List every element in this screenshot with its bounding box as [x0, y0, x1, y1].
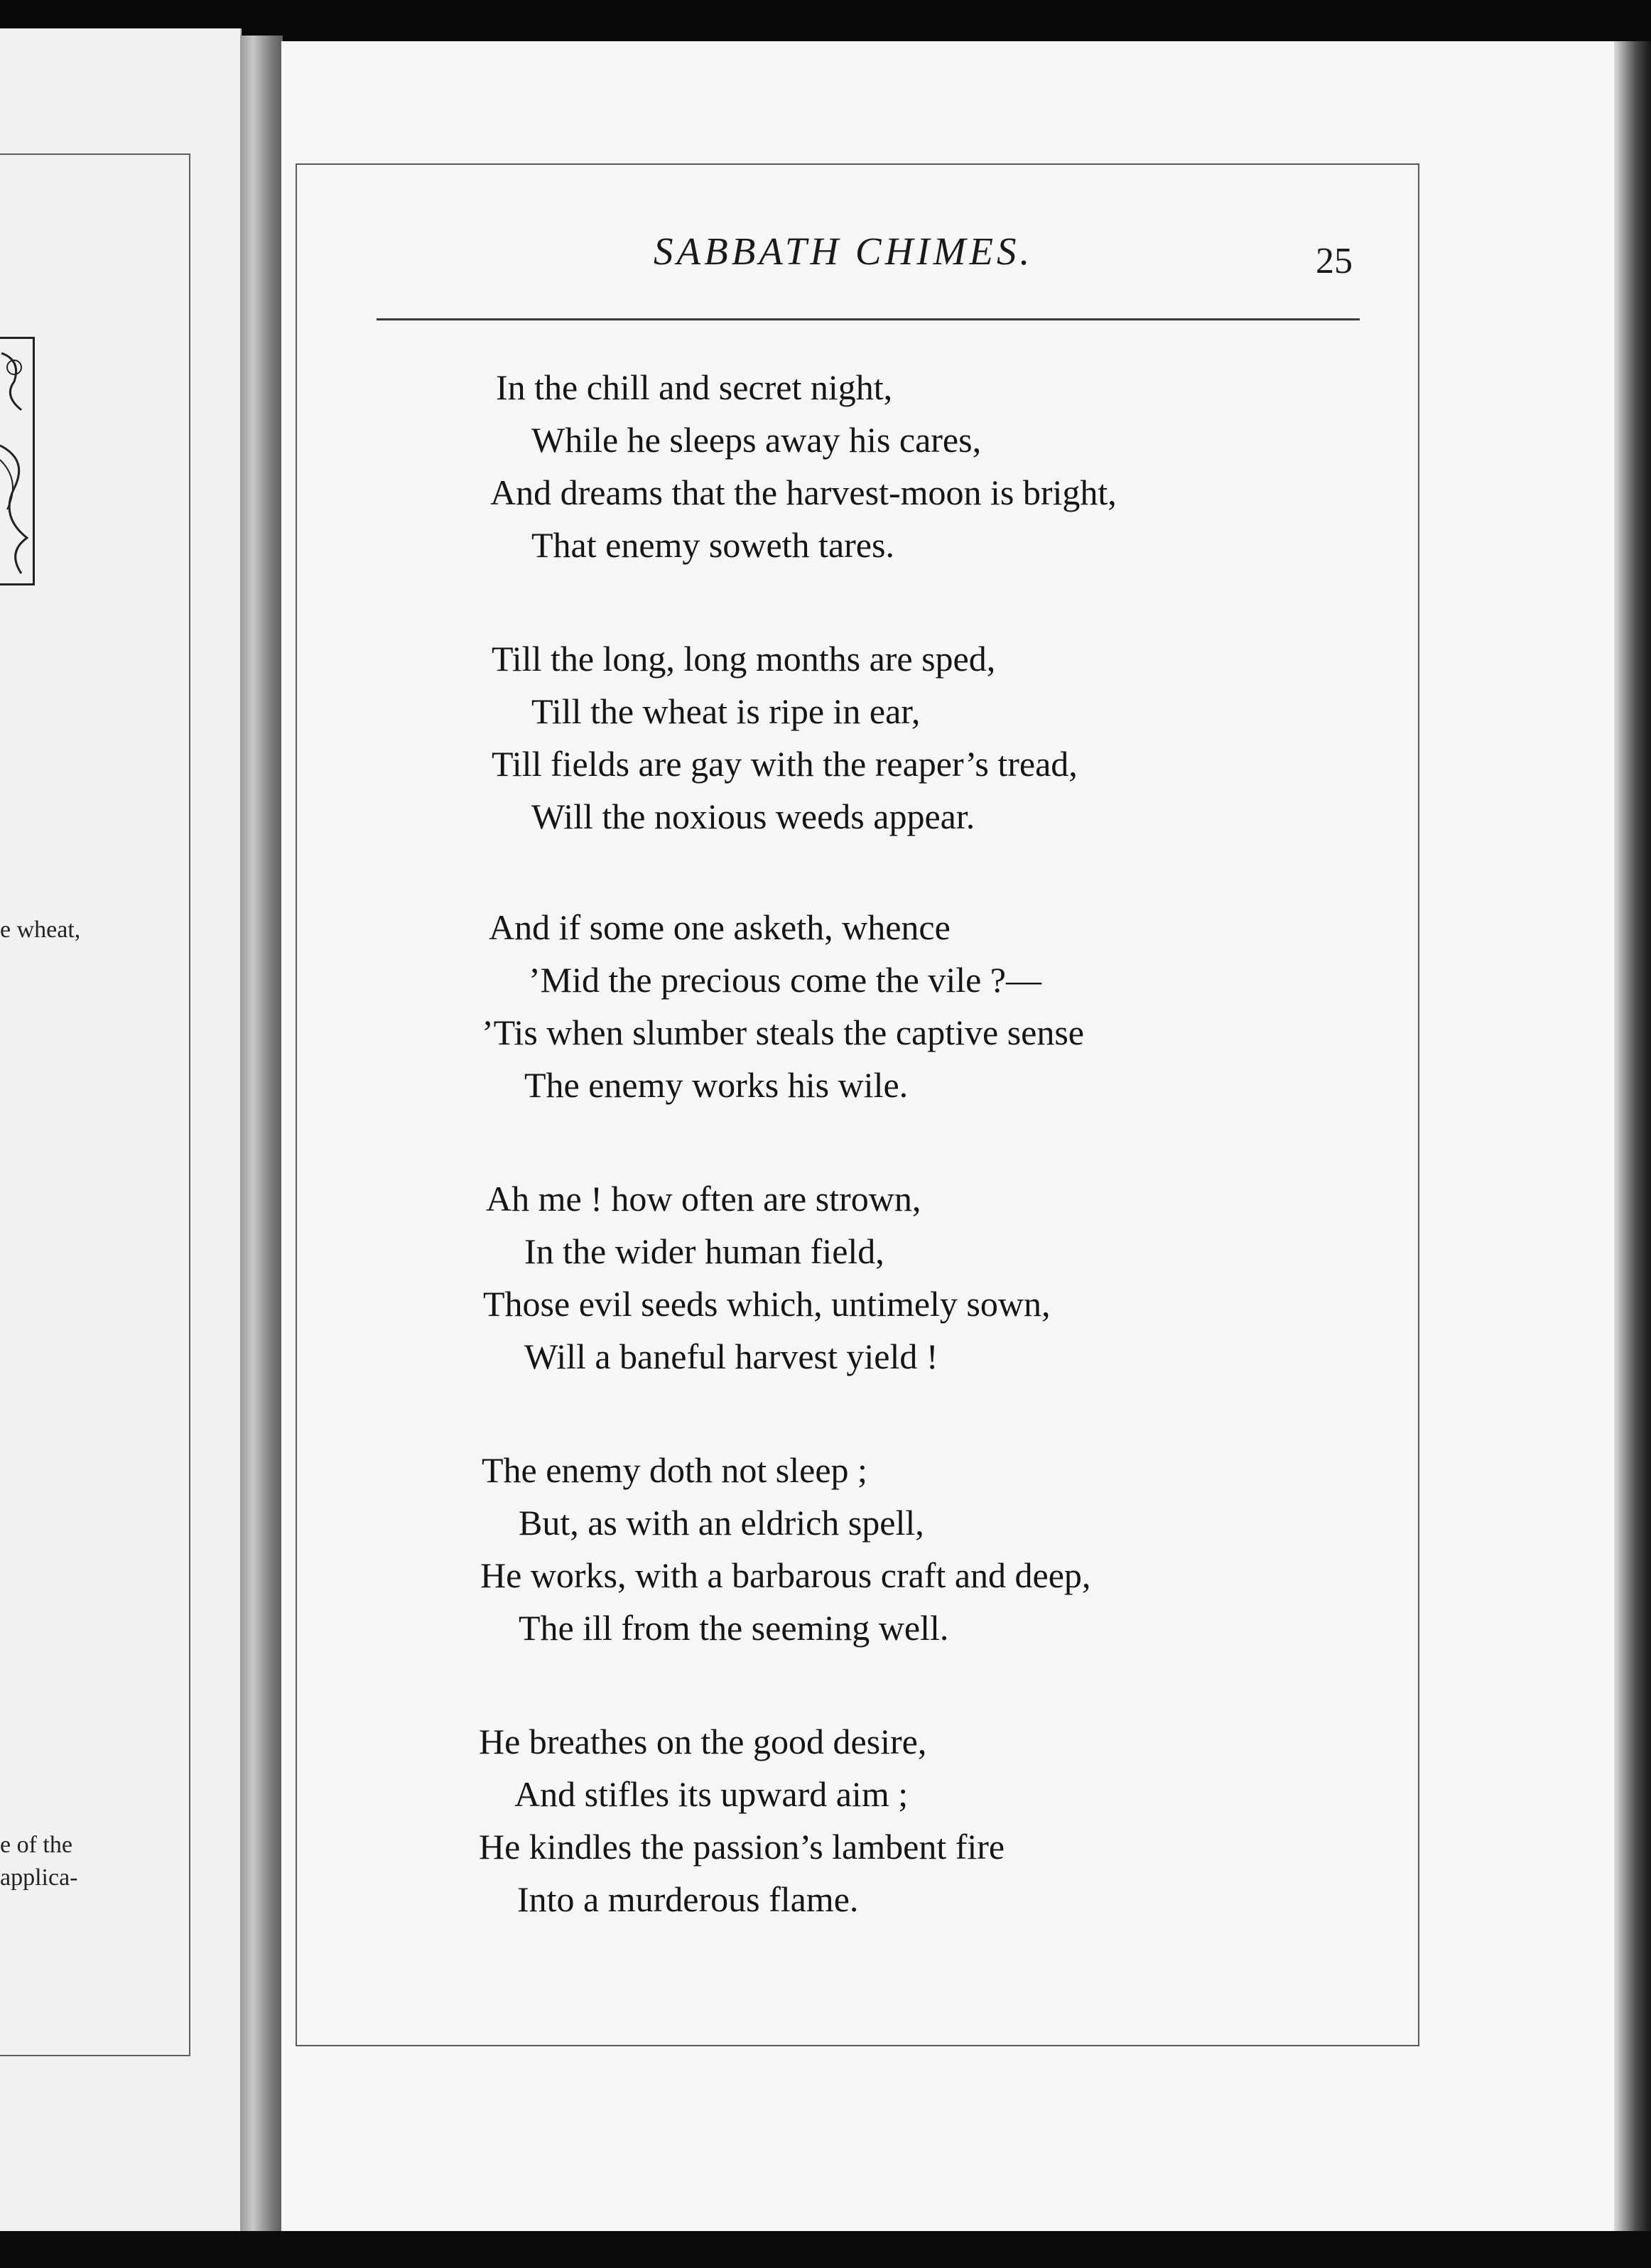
poem-line: And dreams that the harvest-moon is bright,: [490, 472, 1117, 512]
poem-line: And if some one asketh, whence: [489, 907, 951, 947]
poem-line: Till the wheat is ripe in ear,: [531, 691, 921, 731]
left-page-fragment: e of the: [0, 1832, 72, 1858]
poem-line: Will the noxious weeds appear.: [531, 796, 975, 836]
poem-line: Those evil seeds which, untimely sown,: [483, 1284, 1051, 1324]
book-gutter: [240, 36, 283, 2245]
poem-line: Into a murderous flame.: [517, 1879, 859, 1919]
poem-line: The ill from the seeming well.: [519, 1608, 949, 1648]
header-rule: [377, 318, 1360, 320]
poem-line: Till fields are gay with the reaper’s tread,: [492, 744, 1078, 784]
decorative-initial-icon: [0, 337, 35, 585]
left-page: [0, 28, 242, 2231]
left-page-fragment: e wheat,: [0, 917, 81, 943]
page-number: 25: [1316, 241, 1353, 281]
poem-line: In the wider human field,: [524, 1231, 884, 1271]
poem-line: He breathes on the good desire,: [479, 1722, 927, 1761]
poem-line: The enemy doth not sleep ;: [482, 1450, 867, 1490]
poem-line: He kindles the passion’s lambent fire: [479, 1827, 1005, 1867]
scan-top-edge: [0, 0, 1651, 40]
left-page-fragment: applica-: [0, 1864, 78, 1891]
poem-line: ’Tis when slumber steals the captive sense: [482, 1012, 1084, 1052]
poem-line: And stifles its upward aim ;: [514, 1774, 909, 1814]
scan-bottom-edge: [0, 2231, 1651, 2268]
poem-line: In the chill and secret night,: [496, 367, 893, 407]
poem-line: That enemy soweth tares.: [531, 525, 894, 565]
poem-line: But, as with an eldrich spell,: [519, 1503, 924, 1543]
poem-line: Will a baneful harvest yield !: [524, 1336, 938, 1376]
poem-line: While he sleeps away his cares,: [531, 420, 982, 460]
right-page-edge-shadow: [1614, 41, 1651, 2268]
poem-line: Till the long, long months are sped,: [492, 639, 996, 679]
poem-line: The enemy works his wile.: [524, 1065, 909, 1105]
poem-line: ’Mid the precious come the vile ?—: [529, 960, 1041, 1000]
poem-line: Ah me ! how often are strown,: [486, 1179, 921, 1219]
running-title: SABBATH CHIMES.: [654, 230, 1034, 273]
poem-line: He works, with a barbarous craft and deep,: [480, 1555, 1091, 1595]
